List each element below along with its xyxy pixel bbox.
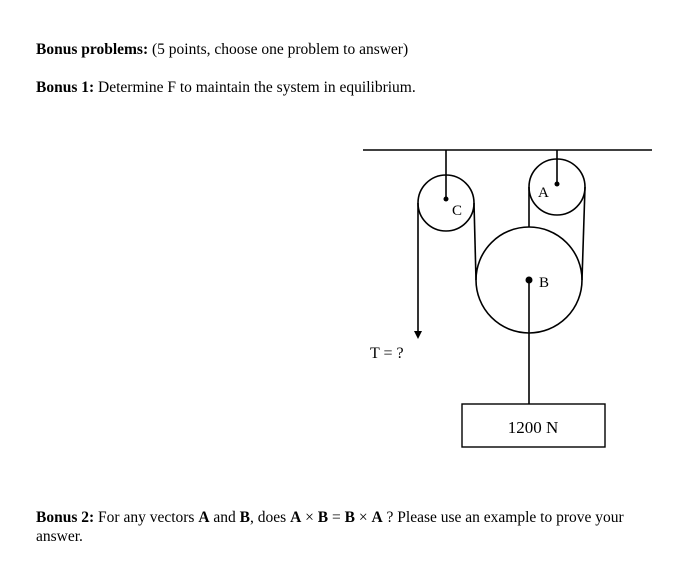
cross-symbol: × [354,509,372,526]
bonus-problems-label: Bonus problems: [36,41,149,58]
bonus-1-text: Determine F to maintain the system in equilibrium. [94,79,416,96]
bonus-problems-text: (5 points, choose one problem to answer) [148,41,409,58]
vector-b: B [344,509,355,526]
pulley-a-axle [555,182,560,187]
bonus-2-label: Bonus 2: [36,509,95,526]
bonus-1-label: Bonus 1: [36,79,95,96]
vector-b: B [239,509,251,526]
bonus-2-text-4: ? Please use an example to prove your answer. [36,509,624,545]
bonus-2-question [36,508,656,546]
vector-a: A [371,509,383,526]
weight-label: 1200 N [507,418,559,437]
rope-c-to-b [474,203,476,280]
equals-symbol: = [328,509,345,526]
pulley-c-label: C [452,203,463,219]
rope-a-to-b-right [582,187,585,280]
pulley-a-label: A [538,185,549,201]
vector-a: A [198,509,210,526]
vector-a: A [290,509,302,526]
vector-b: B [317,509,329,526]
bonus-2-text-3: , does [250,509,291,526]
tension-label: T = ? [370,345,404,362]
pulley-c-axle [444,197,449,202]
cross-symbol: × [301,509,318,526]
bonus-2-text-2: and [209,509,240,526]
tension-arrow-icon [414,331,422,339]
bonus-2-text-1: For any vectors [94,509,199,526]
pulley-b-label: B [539,275,550,291]
